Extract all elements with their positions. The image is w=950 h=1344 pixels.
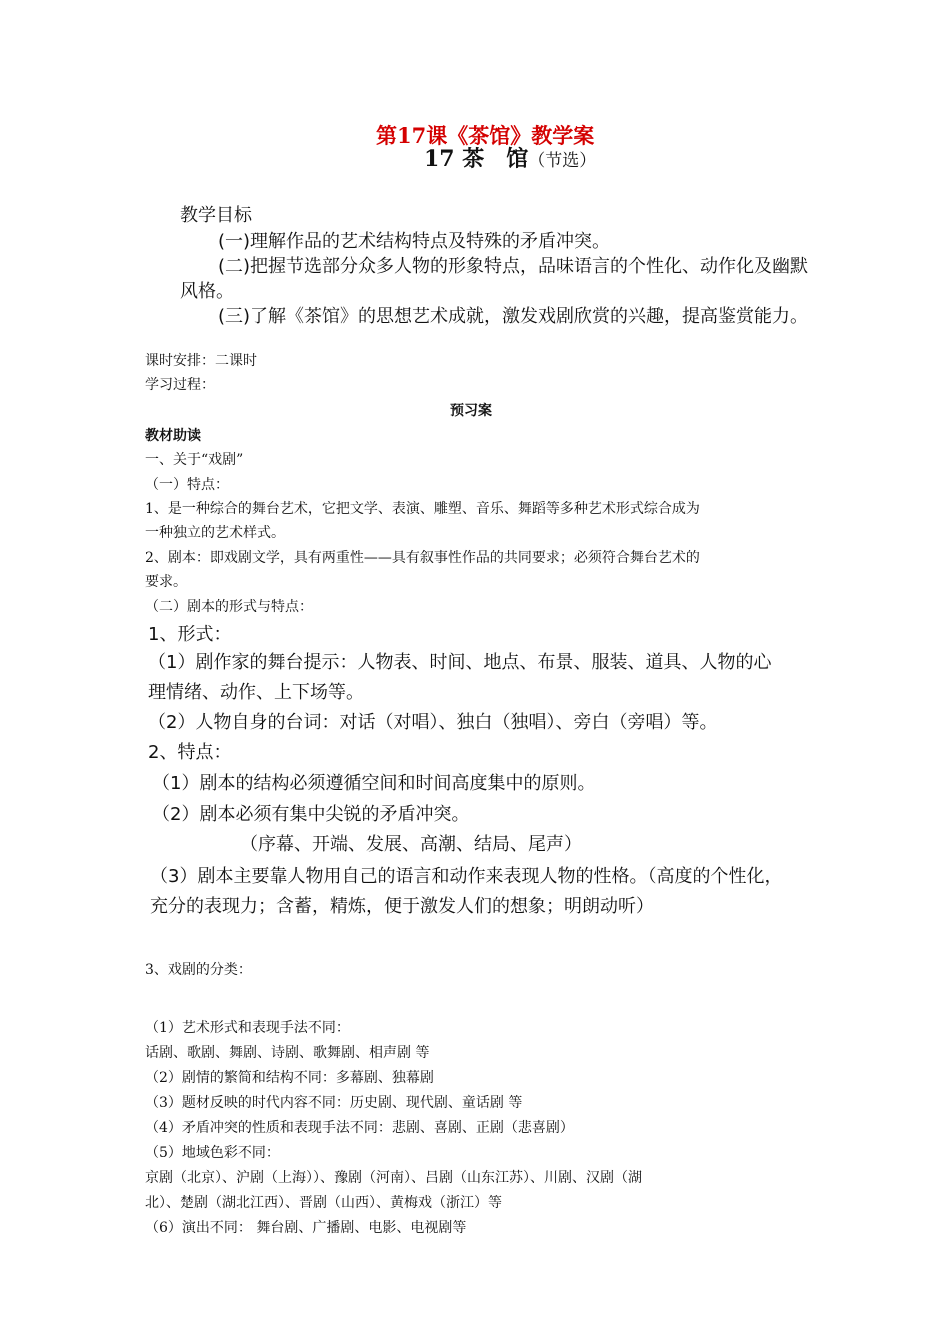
feature-line: 一种独立的艺术样式。 xyxy=(145,525,285,541)
about-heading: 一、关于“戏剧” xyxy=(145,452,244,468)
schedule: 课时安排：二课时 xyxy=(145,353,257,369)
objective-line: (三)了解《茶馆》的思想艺术成就，激发戏剧欣赏的兴趣，提高鉴赏能力。 xyxy=(218,306,809,327)
classification-line: 京剧（北京）、沪剧（上海））、豫剧（河南）、吕剧（山东江苏）、川剧、汉剧（湖 xyxy=(145,1170,642,1186)
feature-line: 1、是一种综合的舞台艺术，它把文学、表演、雕塑、音乐、舞蹈等多种艺术形式综合成为 xyxy=(145,501,700,517)
doc-subtitle xyxy=(424,148,596,170)
classification-line: 话剧、歌剧、舞剧、诗剧、歌舞剧、相声剧 等 xyxy=(145,1045,430,1061)
objective-line: (二)把握节选部分众多人物的形象特点，品味语言的个性化、动作化及幽默 xyxy=(218,256,809,277)
feature-line: 要求。 xyxy=(145,574,187,590)
trait-line: （1）剧本的结构必须遵循空间和时间高度集中的原则。 xyxy=(152,773,596,794)
objective-line: 风格。 xyxy=(180,281,234,302)
script-heading: （二）剧本的形式与特点： xyxy=(145,599,313,615)
subtitle-note: （节选） xyxy=(528,151,597,171)
objective-line: (一)理解作品的艺术结构特点及特殊的矛盾冲突。 xyxy=(218,231,611,252)
process-label: 学习过程： xyxy=(145,377,215,393)
subtitle-text: 17 茶 馆 xyxy=(424,146,529,172)
classification-line: （3）题材反映的时代内容不同：历史剧、现代剧、童话剧 等 xyxy=(145,1095,523,1111)
classification-line: （4）矛盾冲突的性质和表现手法不同：悲剧、喜剧、正剧（悲喜剧） xyxy=(145,1120,574,1136)
feature-line: 2、剧本：即戏剧文学，具有两重性——具有叙事性作品的共同要求；必须符合舞台艺术的 xyxy=(145,550,700,566)
trait-line: （2）剧本必须有集中尖锐的矛盾冲突。 xyxy=(152,804,470,825)
classification-heading: 3、戏剧的分类： xyxy=(145,962,252,978)
form-line: （1）剧作家的舞台提示：人物表、时间、地点、布景、服装、道具、人物的心 xyxy=(148,652,772,673)
trait-line: （3）剧本主要靠人物用自己的语言和动作来表现人物的性格。（高度的个性化， xyxy=(150,866,783,887)
trait-line: （序幕、开端、发展、高潮、结局、尾声） xyxy=(240,834,582,855)
doc-title: 第17课《茶馆》教学案 xyxy=(376,123,595,148)
section-title: 预习案 xyxy=(450,403,492,419)
objectives-heading: 教学目标 xyxy=(180,205,252,226)
form-line: 理情绪、动作、上下场等。 xyxy=(148,682,364,703)
features-heading: （一）特点： xyxy=(145,477,229,493)
trait-line: 充分的表现力；含蓄，精炼，便于激发人们的想象；明朗动听） xyxy=(150,896,654,917)
reading-heading: 教材助读 xyxy=(145,428,201,444)
classification-line: （2）剧情的繁简和结构不同：多幕剧、独幕剧 xyxy=(145,1070,434,1086)
trait-heading: 2、特点： xyxy=(148,742,232,763)
form-heading: 1、形式： xyxy=(148,624,232,645)
classification-line: 北）、楚剧（湖北江西）、晋剧（山西）、黄梅戏（浙江）等 xyxy=(145,1195,502,1211)
form-line: （2）人物自身的台词：对话（对唱）、独白（独唱）、旁白（旁唱）等。 xyxy=(148,712,718,733)
classification-line: （6）演出不同： 舞台剧、广播剧、电影、电视剧等 xyxy=(145,1220,467,1236)
classification-line: （5）地域色彩不同： xyxy=(145,1145,280,1161)
classification-line: （1）艺术形式和表现手法不同： xyxy=(145,1020,350,1036)
